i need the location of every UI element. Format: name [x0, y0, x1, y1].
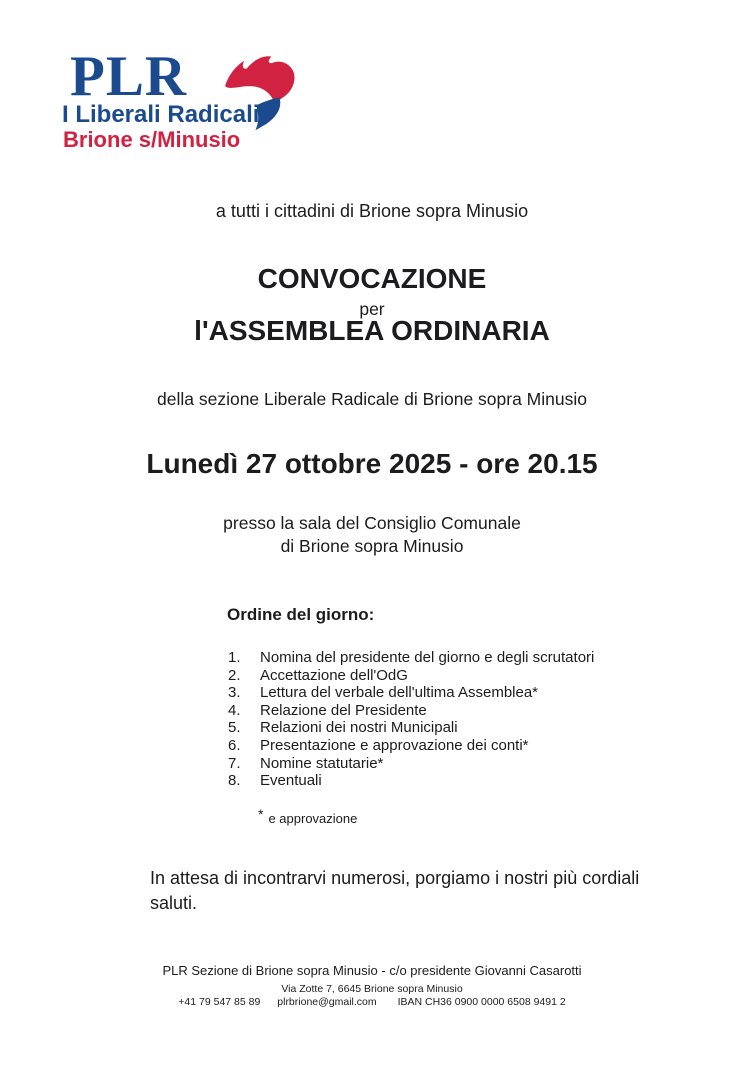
footnote-text: e approvazione [268, 811, 358, 826]
venue-line-2: di Brione sopra Minusio [280, 535, 464, 556]
title-assemblea: l'ASSEMBLEA ORDINARIA [194, 315, 550, 346]
agenda-item [228, 755, 648, 773]
footer-phone: +41 79 547 85 89 [178, 996, 261, 1008]
agenda-item-text: Relazione del Presidente [260, 701, 427, 719]
agenda-item [228, 772, 648, 790]
agenda-item [228, 719, 648, 737]
agenda-list [228, 649, 648, 790]
agenda-item-text: Nomina del presidente del giorno e degli scrutatori [260, 649, 595, 666]
agenda-item [228, 649, 648, 667]
agenda-item-text: Relazioni dei nostri Municipali [260, 719, 458, 737]
date-time-line: Lunedì 27 ottobre 2025 - ore 20.15 [146, 448, 598, 479]
agenda-item-text: Eventuali [260, 772, 322, 790]
footer-org-line: PLR Sezione di Brione sopra Minusio - c/o presidente Giovanni Casarotti [162, 963, 582, 978]
agenda-item [228, 737, 648, 755]
title-connector: per [359, 299, 385, 319]
agenda-item-number: 3. [228, 684, 241, 702]
venue-line-1: presso la sala del Consiglio Comunale [223, 513, 521, 533]
footer-address-line: Via Zotte 7, 6645 Brione sopra Minusio [281, 983, 463, 995]
venue-block [0, 512, 744, 557]
flame-red-stroke [225, 56, 294, 105]
footer-contact-line [0, 996, 744, 1008]
section-subtitle: della sezione Liberale Radicale di Brione sopra Minusio [157, 389, 587, 409]
agenda-item-number: 4. [228, 701, 241, 719]
agenda-footnote [258, 806, 357, 826]
agenda-item-number: 6. [228, 736, 241, 754]
agenda-item-number: 2. [228, 666, 241, 684]
agenda-item-text: Lettura del verbale dell'ultima Assemblea* [260, 684, 539, 702]
agenda-item-text: Presentazione e approvazione dei conti* [260, 736, 529, 754]
footer-iban: IBAN CH36 0900 0000 6508 9491 2 [397, 996, 566, 1008]
addressee-line: a tutti i cittadini di Brione sopra Minusio [215, 201, 529, 221]
agenda-item-number: 1. [228, 649, 241, 666]
agenda-item-number: 7. [228, 754, 241, 772]
agenda-item-number: 5. [228, 719, 241, 737]
closing-paragraph: In attesa di incontrarvi numerosi, porgiamo i nostri più cordiali saluti. [150, 868, 640, 913]
agenda-item-number: 8. [228, 772, 241, 790]
agenda-item [228, 684, 648, 702]
agenda-heading: Ordine del giorno: [227, 605, 375, 624]
footnote-asterisk: * [258, 806, 264, 822]
logo-section-name: Brione s/Minusio [63, 127, 241, 152]
agenda-item [228, 667, 648, 685]
footer-email: plrbrione@gmail.com [277, 996, 377, 1008]
title-convocazione: CONVOCAZIONE [257, 263, 487, 294]
plr-logo-acronym: PLR [70, 45, 187, 108]
agenda-item [228, 702, 648, 720]
logo-subtitle: I Liberali Radicali [62, 101, 260, 128]
agenda-item-text: Accettazione dell'OdG [260, 666, 408, 684]
agenda-item-text: Nomine statutarie* [260, 754, 384, 772]
